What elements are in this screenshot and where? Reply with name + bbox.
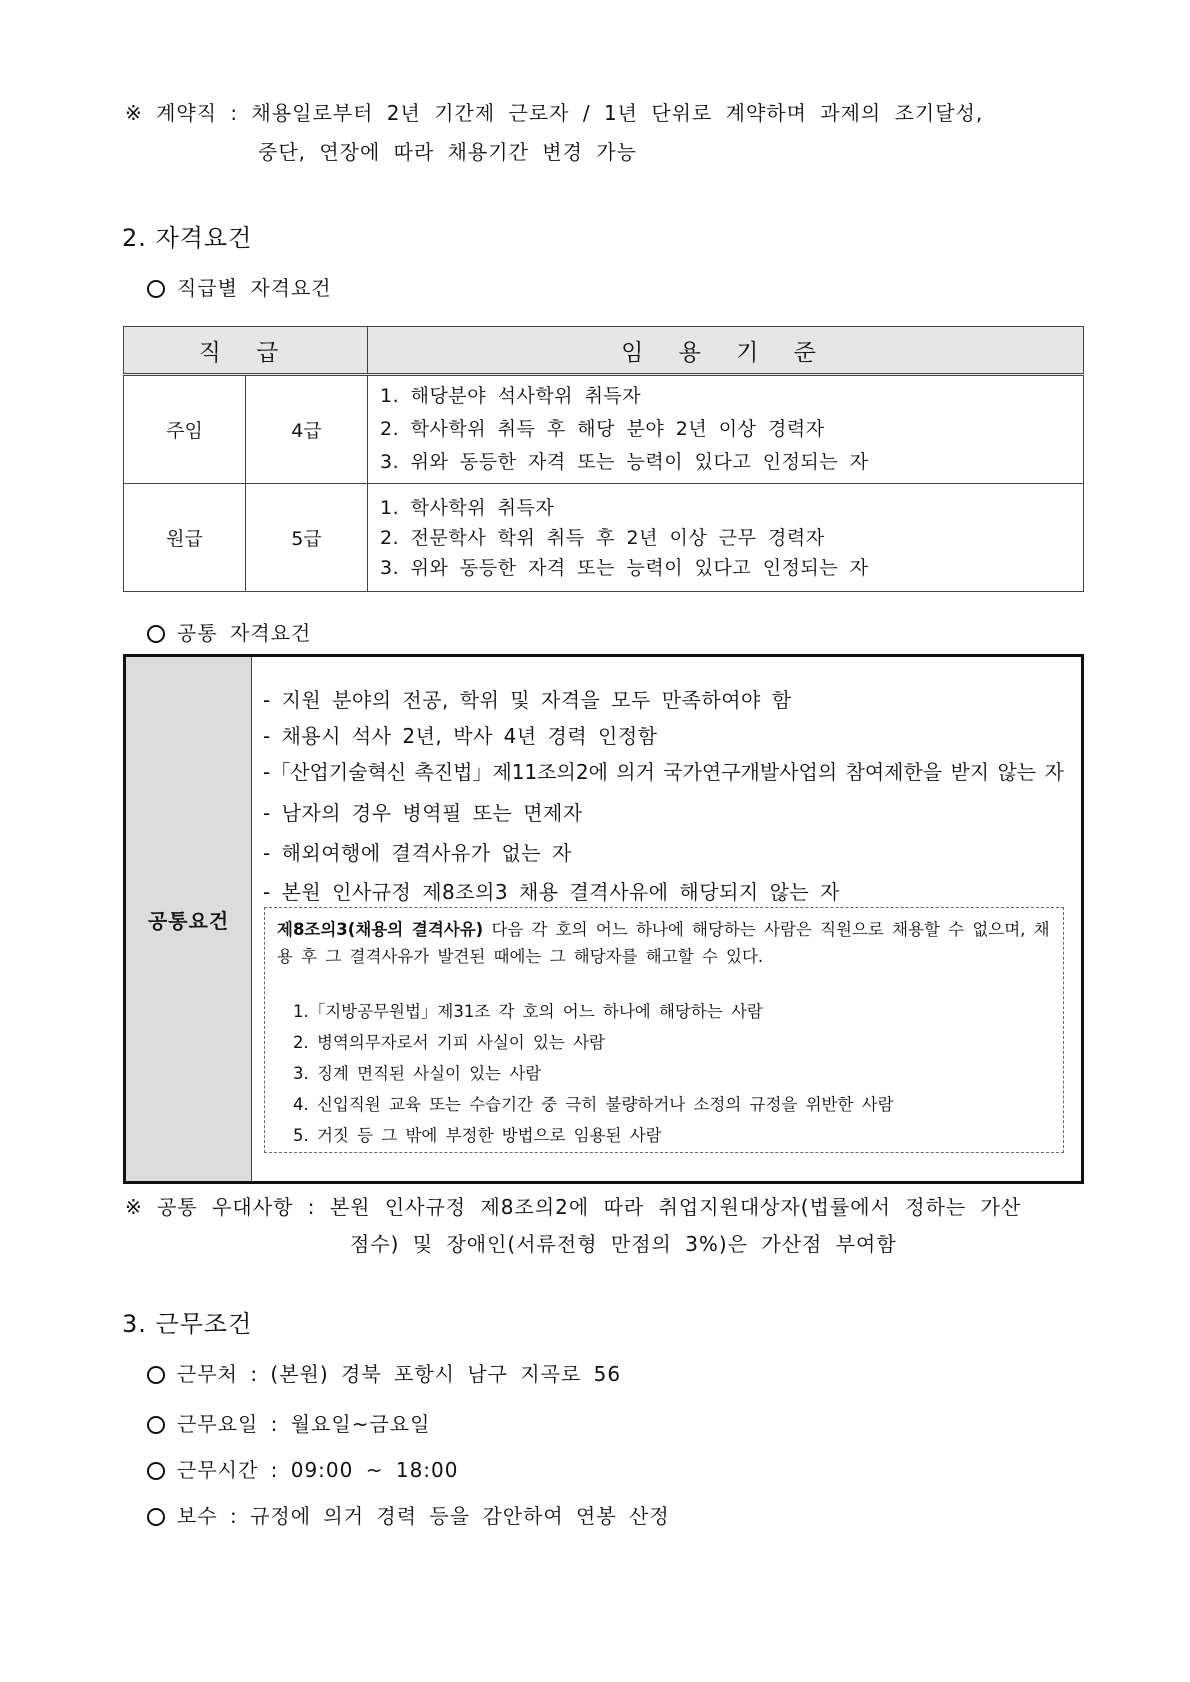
common-item: -「산업기술혁신 촉진법」제11조의2에 의거 국가연구개발사업의 참여제한을 받지 않는 자 xyxy=(263,760,1064,784)
article-title: 제8조의3(채용의 결격사유) xyxy=(277,920,484,939)
circle-bullet-icon xyxy=(147,1508,165,1526)
preference-note-line2: 점수) 및 장애인(서류전형 만점의 3%)은 가산점 부여함 xyxy=(350,1232,897,1256)
criteria-cell xyxy=(368,484,1084,592)
circle-bullet-icon xyxy=(147,1366,165,1384)
section-2-title: 2. 자격요건 xyxy=(122,224,253,252)
position-cell: 원급 xyxy=(124,484,246,592)
list-item: 1.「지방공무원법」제31조 각 호의 어느 하나에 해당하는 사람 xyxy=(293,1002,763,1021)
grade-cell: 5급 xyxy=(246,484,368,592)
article-intro: 다음 각 호의 어느 하나에 해당하는 사람은 직원으로 채용할 수 없으며, 채용 후 그 결격사유가 발견된 때에는 그 해당자를 해고할 수 있다. xyxy=(277,920,1050,966)
common-item: - 채용시 석사 2년, 박사 4년 경력 인정함 xyxy=(263,724,658,748)
article-heading xyxy=(277,916,1057,970)
circle-bullet-icon xyxy=(147,1416,165,1434)
common-item: - 남자의 경우 병역필 또는 면제자 xyxy=(263,801,583,825)
criteria-item: 3. 위와 동등한 자격 또는 능력이 있다고 인정되는 자 xyxy=(380,451,869,473)
section-3-title: 3. 근무조건 xyxy=(122,1310,253,1338)
criteria-cell xyxy=(368,375,1084,484)
work-condition-item: 보수 : 규정에 의거 경력 등을 감안하여 연봉 산정 xyxy=(147,1500,670,1529)
common-item: - 본원 인사규정 제8조의3 채용 결격사유에 해당되지 않는 자 xyxy=(263,880,840,904)
criteria-item: 2. 전문학사 학위 취득 후 2년 이상 근무 경력자 xyxy=(380,526,825,549)
position-cell: 주임 xyxy=(124,375,246,484)
header-criteria: 임 용 기 준 xyxy=(368,327,1084,375)
common-item: - 지원 분야의 전공, 학위 및 자격을 모두 만족하여야 함 xyxy=(263,688,792,712)
common-qualification-heading: 공통 자격요건 xyxy=(147,617,311,646)
table-row xyxy=(124,484,1084,592)
common-requirements-label: 공통요건 xyxy=(126,657,252,1181)
criteria-item: 1. 해당분야 석사학위 취득자 xyxy=(380,385,642,407)
criteria-item: 1. 학사학위 취득자 xyxy=(380,496,555,519)
circle-bullet-icon xyxy=(147,1462,165,1480)
article-8-3-box xyxy=(264,907,1064,1153)
circle-bullet-icon xyxy=(147,280,165,298)
preference-note-line1: ※ 공통 우대사항 : 본원 인사규정 제8조의2에 따라 취업지원대상자(법률에서 정하는 가산 xyxy=(125,1195,1022,1219)
contract-note-line1: ※ 계약직 : 채용일로부터 2년 기간제 근로자 / 1년 단위로 계약하며 과제의 조기달성, xyxy=(125,101,984,125)
list-item: 5. 거짓 등 그 밖에 부정한 방법으로 임용된 사람 xyxy=(293,1126,662,1145)
grade-qualification-heading: 직급별 자격요건 xyxy=(147,272,332,301)
article-item-list xyxy=(293,996,894,1151)
work-condition-item: 근무요일 : 월요일~금요일 xyxy=(147,1408,430,1437)
header-position: 직 급 xyxy=(124,327,368,375)
criteria-item: 3. 위와 동등한 자격 또는 능력이 있다고 인정되는 자 xyxy=(380,556,869,579)
list-item: 2. 병역의무자로서 기피 사실이 있는 사람 xyxy=(293,1033,605,1052)
common-requirements-box xyxy=(123,654,1084,1184)
table-row xyxy=(124,375,1084,484)
grade-cell: 4급 xyxy=(246,375,368,484)
circle-bullet-icon xyxy=(147,625,165,643)
common-item: - 해외여행에 결격사유가 없는 자 xyxy=(263,841,572,865)
criteria-item: 2. 학사학위 취득 후 해당 분야 2년 이상 경력자 xyxy=(380,418,825,440)
list-item: 3. 징계 면직된 사실이 있는 사람 xyxy=(293,1064,542,1083)
work-condition-item: 근무시간 : 09:00 ~ 18:00 xyxy=(147,1454,458,1483)
contract-note-line2: 중단, 연장에 따라 채용기간 변경 가능 xyxy=(258,140,637,164)
list-item: 4. 신입직원 교육 또는 수습기간 중 극히 불량하거나 소정의 규정을 위반한 사람 xyxy=(293,1095,894,1114)
work-condition-item: 근무처 : (본원) 경북 포항시 남구 지곡로 56 xyxy=(147,1358,621,1387)
grade-qualification-table xyxy=(123,326,1084,592)
